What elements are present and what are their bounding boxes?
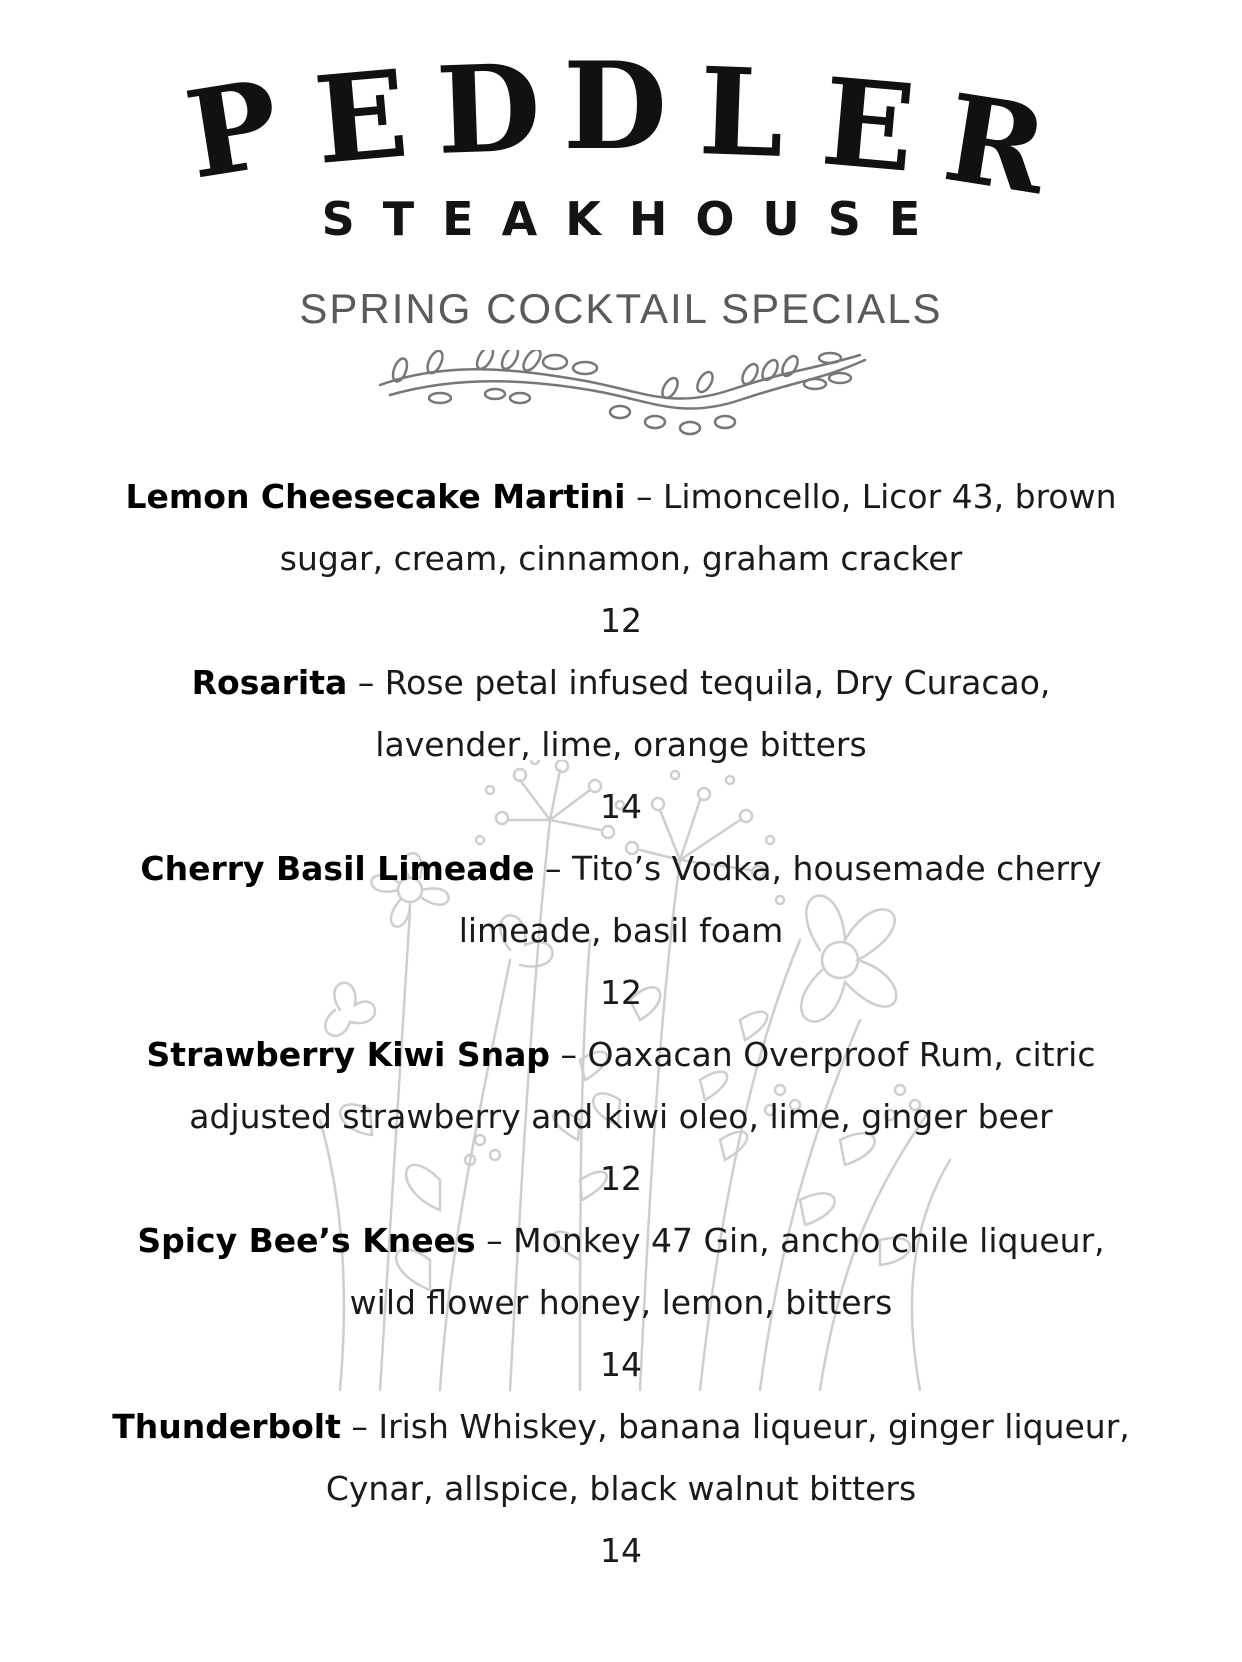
brand-letter: E: [309, 48, 413, 192]
brand-tagline: STEAKHOUSE: [321, 192, 949, 246]
brand-letter: D: [562, 48, 668, 177]
menu-item: [100, 652, 1142, 838]
item-description-line2: wild flower honey, lemon, bitters: [349, 1283, 893, 1322]
item-description-line2: Cynar, allspice, black walnut bitters: [325, 1469, 917, 1508]
item-name: Cherry Basil Limeade: [140, 849, 535, 888]
item-description-line1: Limoncello, Licor 43, brown: [662, 477, 1117, 516]
item-description-line1: Monkey 47 Gin, ancho chile liqueur,: [513, 1221, 1105, 1260]
item-separator: –: [625, 477, 663, 516]
menu-item: [100, 838, 1142, 1024]
item-description-line1: Tito’s Vodka, housemade cherry: [572, 849, 1102, 888]
item-description-line2: lavender, lime, orange bitters: [375, 725, 867, 764]
brand-letter: R: [935, 67, 1057, 208]
item-price: 14: [600, 787, 642, 826]
item-separator: –: [347, 663, 385, 702]
menu-item: [100, 1024, 1142, 1210]
item-description-line2: sugar, cream, cinnamon, graham cracker: [279, 539, 963, 578]
item-price: 14: [600, 1345, 642, 1384]
item-separator: –: [475, 1221, 514, 1260]
item-price: 12: [600, 1159, 642, 1198]
brand-letter: P: [177, 53, 289, 207]
item-name: Lemon Cheesecake Martini: [125, 477, 626, 516]
item-name: Strawberry Kiwi Snap: [146, 1035, 550, 1074]
brand-name: [177, 48, 1057, 208]
leaf-vine-icon: [370, 350, 870, 440]
item-description-line1: Oaxacan Overproof Rum, citric: [587, 1035, 1096, 1074]
item-separator: –: [340, 1407, 379, 1446]
item-description-line2: limeade, basil foam: [458, 911, 784, 950]
menu-item: [100, 1396, 1142, 1582]
item-description-line2: adjusted strawberry and kiwi oleo, lime, ginger beer: [189, 1097, 1053, 1136]
cocktail-menu: [100, 466, 1142, 1582]
menu-title: SPRING COCKTAIL SPECIALS: [299, 285, 943, 332]
item-separator: –: [549, 1035, 588, 1074]
item-name: Thunderbolt: [112, 1407, 341, 1446]
item-price: 12: [600, 973, 642, 1012]
item-description-line1: Rose petal infused tequila, Dry Curacao,: [384, 663, 1051, 702]
item-price: 14: [600, 1531, 642, 1570]
item-name: Spicy Bee’s Knees: [137, 1221, 476, 1260]
menu-item: [100, 1210, 1142, 1396]
menu-item: [100, 466, 1142, 652]
item-description-line1: Irish Whiskey, banana liqueur, ginger liqueur,: [378, 1407, 1130, 1446]
brand-logo: [0, 48, 1242, 208]
item-separator: –: [534, 849, 573, 888]
brand-letter: D: [434, 48, 543, 182]
item-price: 12: [600, 601, 642, 640]
item-name: Rosarita: [191, 663, 348, 702]
brand-letter: L: [696, 48, 787, 185]
brand-letter: E: [816, 51, 921, 200]
